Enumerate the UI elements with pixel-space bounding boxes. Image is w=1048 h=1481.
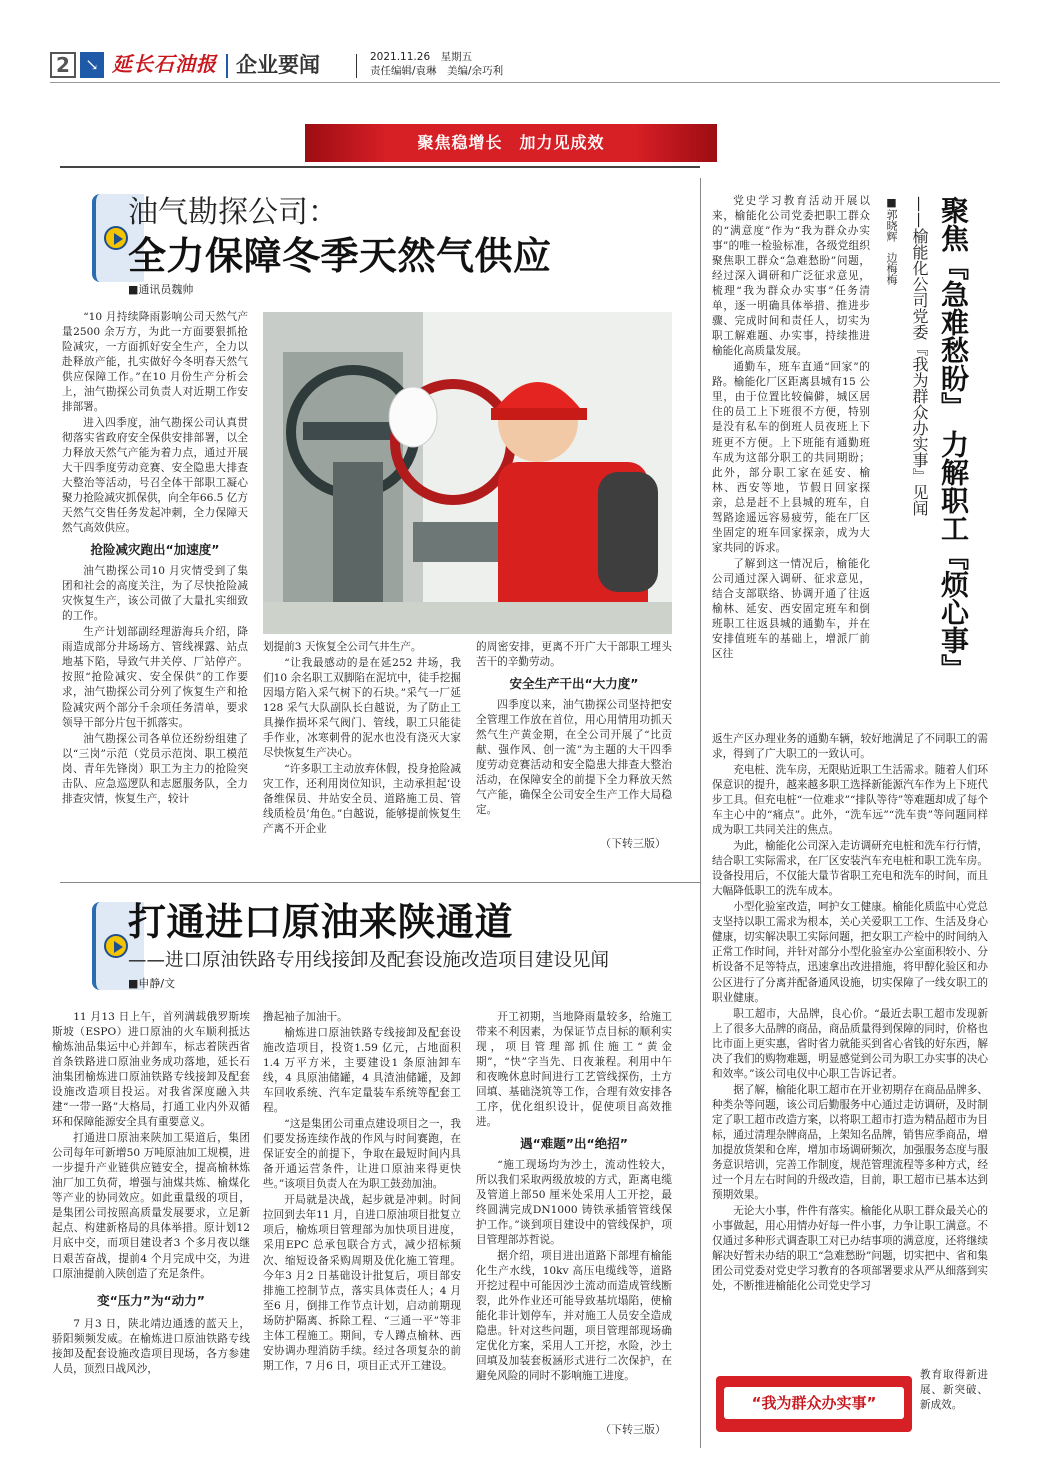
article2-byline: ■申静/文 xyxy=(128,977,176,990)
article3-title: 聚焦『急难愁盼』 力解职工『烦心事』 xyxy=(937,196,970,682)
article1-para: 油气勘探公司各单位还纷纷组建了以“三岗”示范（党员示范岗、职工模范岗、青年先锋岗）职工为主力的抢险突击队、应急巡逻队和志愿服务队，全力排查灾情，恢复生产，较计 xyxy=(62,732,248,805)
article1-para: 油气勘探公司10 月灾情受到了集团和社会的高度关注，为了尽快抢险减灾恢复生产，该公司做了大量扎实细致的工作。 xyxy=(62,565,248,623)
article3-para: 为此，榆能化公司深入走访调研充电桩和洗车行行情，结合职工实际需求，在厂区安装汽车充电桩和职工洗车房。设备投用后，不仅能大量节省职工充电和洗车的时间，而且大幅降低职工的洗车成本。 xyxy=(712,840,988,898)
article3-para: 无论大小事，件件有落实。榆能化从职工群众最关心的小事做起，用心用情办好每一件小事，力争让职工满意。不仅通过多种形式调查职工对已办结事项的满意度，还将继续解决好暂未办结的职工“急难愁盼”问题，切实把中、省和集团公司党委对党史学习教育的各项部署要求从严从细落到实处，不断推进榆能化公司党史学习 xyxy=(712,1204,988,1293)
article2-para: “这是集团公司重点建设项目之一，我们要发扬连续作战的作风与时间赛跑，在保证安全的前提下，争取在最短时间内具备开通运营条件，让进口原油来得更快些。”该项目负责人在为职工鼓劲加油。 xyxy=(263,1118,461,1191)
article-divider xyxy=(60,882,700,883)
article3-upper xyxy=(712,194,870,732)
arrow-icon: ↘ xyxy=(80,52,104,78)
article1-para: 划提前3 天恢复全公司气井生产。 xyxy=(263,641,422,653)
article3-para: 充电桩、洗车房，无限贴近职工生活需求。随着人们环保意识的提升，越来越多职工选择新能源汽车作为上下班代步工具。但充电桩“一位难求”“排队等待”等难题却成了每个车主心中的“痛点”。此外，“洗车远”“洗车贵”等问题同样成为职工共同关注的焦点。 xyxy=(712,764,988,837)
article3-author1: ■郭晓辉 xyxy=(885,196,898,242)
article1-para: 四季度以来，油气勘探公司坚持把安全管理工作放在首位，用心用情用功抓天然气生产黄金期，在全公司开展了“比贡献、强作风、创一流”为主题的大干四季度劳动竞赛活动和安全隐患大排查大整治活动，在保障安全的前提下全力释放天然气产能，确保全公司安全生产工作大局稳定。 xyxy=(476,698,672,817)
article3-para: 职工超市，大品牌，良心价。“最近去职工超市发现新上了很多大品牌的商品，商品质量得到保障的同时，价格也比市面上更实惠，省时省力就能买到省心省钱的好东西，解决了我们的购物难题，明显感觉到公司为职工办实事的决心和效率。”该公司电仪中心职工告诉记者。 xyxy=(712,1007,988,1080)
article1-title-line2: 全力保障冬季天然气供应 xyxy=(128,234,552,278)
article1-para: “10 月持续降雨影响公司天然气产量2500 余万方，为此一方面要狠抓抢险减灾，一方面抓好安全生产，全力以赴释放产能，扎实做好今冬明春天然气供应保障工作。”在10 月份生产分析会上，油气勘探公司负责人对近期工作安排部署。 xyxy=(62,311,248,414)
article2-col2 xyxy=(263,1010,461,1440)
article2-para: 榆炼进口原油铁路专线接卸及配套设施改造项目，投资1.59 亿元，占地面积1.4 万平方米，主要建设1 条原油卸车线，4 具原油储罐，4 具渣油储罐，及卸车回收系统、汽车定量装车系统等配套工程。 xyxy=(263,1027,461,1115)
article2-col1 xyxy=(52,1010,250,1440)
article1-continued: （下转三版） xyxy=(600,837,666,850)
worker-photo-illustration xyxy=(263,312,672,634)
article2-subhead: 变“压力”为“动力” xyxy=(97,1292,205,1308)
article1-col1 xyxy=(62,310,248,810)
dateline-divider xyxy=(356,54,357,78)
article2-para: 开局就是决战，起步就是冲刺。时间拉回到去年11 月，自进口原油项目批复立项后，榆炼项目管理部为加快项目进度，采用EPC 总承包联合方式，减少招标频次、缩短设备采购周期及优化施工管理。今年3 月2 日基础设计批复后，项目部安排施工控制节点，落实具体责任人；4 月至6 月，倒排工作节点计划，启动前期现场防护隔离、拆除工程、“三通一平”等非主体工程施工。期间，专人蹲点榆林、西安协调办理消防手续。经过各项复杂的前期工作，7 月6 日，项目正式开工建设。 xyxy=(263,1194,461,1372)
article3-para: 教育取得新进展、新突破、新成效。 xyxy=(920,1369,988,1412)
masthead-bar xyxy=(50,50,1000,82)
article2-para: 开工初期，当地降雨量较多，给施工带来不利因素，为保证节点目标的顺利实现，项目管理部抓住施工“黄金期”，“快”字当先、日夜兼程。利用中午和夜晚休息时间进行工艺管线探伤，土方回填、基础浇筑等工作，合理有效安排各工序，优化组织设计，促使项目高效推进。 xyxy=(476,1011,672,1129)
worker-photo xyxy=(263,312,672,634)
article2-title: 打通进口原油来陕通道 xyxy=(128,900,514,944)
article2-para: “施工现场均为沙土，流动性较大，所以我们采取两级放坡的方式，距离电缆及管道上部50 厘米处采用人工开挖，最终圆满完成DN1000 铸铁承插管管线保护工作。”谈到项目建设中的管线保护，项目管理部苏哲说。 xyxy=(476,1159,672,1247)
article3-subtitle: ——榆能化公司党委『我为群众办实事』见闻 xyxy=(910,196,929,516)
article1-para: “让我最感动的是在延252 井场，我们10 余名职工双脚陷在泥坑中，徒手挖掘因塌方陷入采气树下的石块。”采气一厂延128 采气大队副队长白越说，为了防止工具操作损坏采气阀门、管线，职工只能徒手作业，冰寒刺骨的泥水也没有浇灭大家尽快恢复生产决心。 xyxy=(263,657,461,760)
date: 2021.11.26 xyxy=(370,51,431,63)
article3-para: 据了解，榆能化职工超市在开业初期存在商品品牌多、种类杂等问题，该公司后勤服务中心通过走访调研，及时制定了职工超市改造方案，以将职工超市打造为精品超市为目标，通过清理杂牌商品，上架知名品牌，销售应季商品，增加提放货架和仓库，增加市场调研频次，加强服务态度与服务意识培训，完善工作制度，规范管理流程等多种方式，经过一个月左右时间的升级改造，目前，职工超市已基本达到预期效果。 xyxy=(712,1083,988,1201)
article1-byline: ■通讯员魏帅 xyxy=(128,283,194,296)
designer: 美编/余巧利 xyxy=(447,65,504,77)
article1-subhead: 抢险减灾跑出“加速度” xyxy=(90,542,220,558)
article2-continued: （下转三版） xyxy=(600,1423,666,1436)
article3-lower xyxy=(712,732,988,1368)
banner-ribbon xyxy=(305,124,717,162)
article1-col2 xyxy=(263,640,461,872)
article1-title-line1: 油气勘探公司： xyxy=(128,195,338,230)
article2-para: 11 月13 日上午，首列满载俄罗斯埃斯坡（ESPO）进口原油的火车顺利抵达榆炼油品集运中心并卸车，标志着陕西省首条铁路进口原油业务成功落地，延长石油集团榆炼进口原油铁路专线接卸及配套设施改造项目投运。对我省深度融入共建“一带一路”大格局，打通工业内外双循环和保障能源安全具有重要意义。 xyxy=(52,1011,250,1129)
article2-subhead: 遇“难题”出“绝招” xyxy=(520,1136,628,1152)
article2-subtitle: ——进口原油铁路专用线接卸及配套设施改造项目建设见闻 xyxy=(128,950,610,971)
section-title: 企业要闻 xyxy=(236,53,320,77)
article3-para: 返生产区办理业务的通勤车辆，较好地满足了不同职工的需求，得到了广大职工的一致认可。 xyxy=(712,733,988,761)
article2-para: 据介绍，项目进出道路下部埋有榆能化生产水线，10kv 高压电缆线等，道路开挖过程中可能因沙土流动而造成管线断裂，此外作业还可能导致基坑塌陷，使榆能化非计划停车，并对施工人员安全造成隐患。针对这些问题，项目管理部现场确定优化方案，采用人工开挖，水险，沙土回填及加装套板涵形式进行二次保护，在避免风险的同时不影响施工进度。 xyxy=(476,1250,672,1383)
header-rule xyxy=(50,82,1000,83)
article3-para: 了解到这一情况后，榆能化公司通过深入调研、征求意见，结合支部联络、协调开通了往返榆林、延安、西安固定班车和倒班职工往返县城的通勤车，并在安排值班车的基础上，增派厂前区往 xyxy=(712,557,870,660)
article1-para: 的周密安排，更离不开广大干部职工埋头苦干的辛勤劳动。 xyxy=(476,641,672,669)
editor: 责任编辑/袁琳 xyxy=(370,65,437,77)
section-divider xyxy=(226,54,228,78)
article3-para: 小型化验室改造，呵护女工健康。榆能化质监中心党总支坚持以职工需求为根本，关心关爱职工工作、生活及身心健康，切实解决职工实际问题，把女职工产检中的时间纳入正常工作时间，并针对部分小型化验室办公室面积较小、分析设备不足等特点，迅速拿出改进措施，将甲醇化验区和办公区进行了分离并配备通风设施，切实保障了一线女职工的职业健康。 xyxy=(712,901,988,1004)
campaign-stamp-text: “我为群众办实事” xyxy=(724,1387,904,1419)
article3-para: 通勤车，班车直通“回家”的路。榆能化厂区距离县城有15 公里，由于位置比较偏僻，城区居住的员工上下班很不方便，特别是没有私车的倒班人员夜班上下班更不方便。上下班能有通勤班车成为这部分职工的共同期盼；此外，部分职工家在延安、榆林、西安等地，节假日回家探亲，总是赶不上县城的班车，自驾路途遥远容易疲劳，能在厂区坐固定的班车回家探亲，成为大家共同的诉求。 xyxy=(712,361,870,554)
masthead-logo: 延长石油报 xyxy=(112,52,217,76)
article1-para: 进入四季度，油气勘探公司认真贯彻落实省政府安全保供安排部署，以全力释放天然气产能为着力点，通过开展大干四季度劳动竞赛、安全隐患大排查大整治等活动，号召全体干部职工凝心聚力抢险减灾抓保供，向全年66.5 亿方天然气交售任务发起冲刺，全力保障天然气高效供应。 xyxy=(62,417,248,535)
campaign-stamp xyxy=(716,1376,912,1432)
page-number: 2 xyxy=(50,52,76,78)
article2-para: 7 月3 日，陕北靖边通透的蓝天上，骄阳频频发威。在榆炼进口原油铁路专线接卸及配套设施改造项目现场，各方参建人员，顶烈日战风沙， xyxy=(52,1318,250,1376)
article2-col3 xyxy=(476,1010,672,1420)
column-rule xyxy=(700,178,701,1448)
article1-para: “许多职工主动放弃休假，投身抢险减灾工作，还利用岗位知识，主动承担起‘设备维保员、井站安全员、道路施工员、管线质检员’角色。”白越说，能够提前恢复生产离不开企业 xyxy=(263,763,461,836)
banner-rule xyxy=(60,166,700,168)
article3-author2: 边梅梅 xyxy=(885,252,898,285)
article1-col3 xyxy=(476,640,672,850)
article3-tail xyxy=(920,1368,988,1438)
article2-para: 撸起袖子加油干。 xyxy=(263,1011,348,1023)
article3-para: 党史学习教育活动开展以来，榆能化公司党委把职工群众的“满意度”作为“我为群众办实事”的唯一检验标准，各级党组织聚焦职工群众“急难愁盼”问题，经过深入调研和广泛征求意见，梳理“我为群众办实事”任务清单，逐一明确具体举措、推进步骤、完成时间和责任人，切实为职工解难题、办实事，持续推进榆能化高质量发展。 xyxy=(712,195,870,358)
weekday: 星期五 xyxy=(440,51,473,63)
dateline xyxy=(370,50,503,78)
banner-text: 聚焦稳增长 加力见成效 xyxy=(417,133,605,152)
article2-para: 打通进口原油来陕加工渠道后，集团公司每年可新增50 万吨原油加工规模，进一步提升产业链供应链安全，提高榆林炼油厂加工负荷，增强与油煤共炼、榆煤化等产业的协同效应。如此重量级的项目，是集团公司按照高质量发展要求，立足新起点、构建新格局的具体举措。原计划12 月底中交，而项目建设者3 个多月夜以继日艰苦奋战，提前4 个月完成中交，为进口原油提前入陕创造了充足条件。 xyxy=(52,1132,250,1280)
article1-para: 生产计划部副经理游海兵介绍，降雨造成部分井场场方、管线裸露、站点地基下陷，导致气井关停、厂站停产。按照“抢险减灾、安全保供”的工作要求，油气勘探公司分列了恢复生产和抢险减灾两个部分千余项任务清单，要求领导干部分片包干抓落实。 xyxy=(62,626,248,729)
article1-subhead: 安全生产干出“大力度” xyxy=(509,676,639,692)
